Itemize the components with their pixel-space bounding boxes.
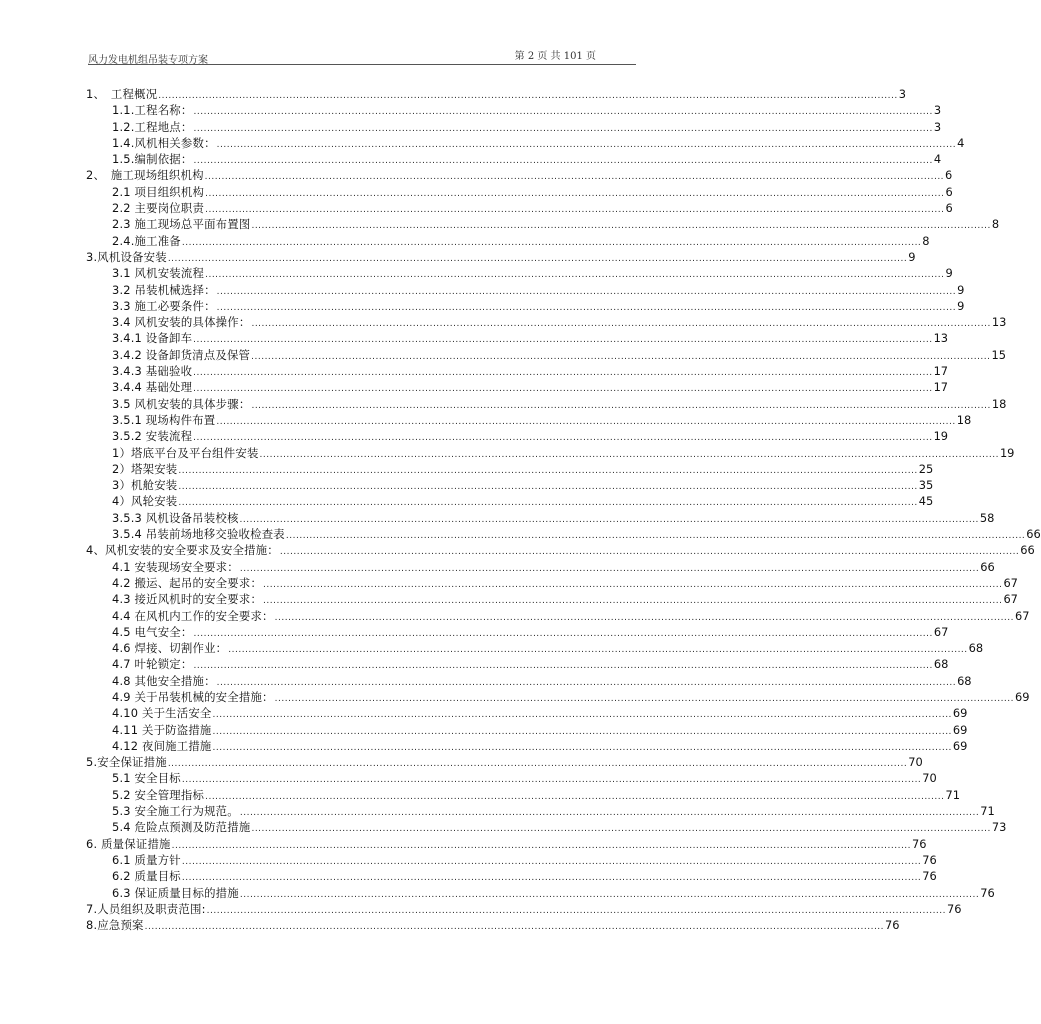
toc-entry[interactable] <box>86 412 972 428</box>
toc-entry-page: 69 <box>952 738 968 753</box>
toc-entry[interactable] <box>86 461 934 477</box>
toc-entry-label: 7.人员组织及职责范围: <box>86 901 206 916</box>
dot-leader: ............................................................................................................................................................................................................................ <box>205 270 945 281</box>
toc-entry-page: 19 <box>999 445 1015 460</box>
toc-entry-page: 9 <box>945 266 953 281</box>
toc-entry-label: 2.1 项目组织机构 <box>112 184 205 199</box>
toc-entry[interactable] <box>86 656 949 672</box>
page-header <box>88 46 636 65</box>
dot-leader: ............................................................................................................................................................................................................................ <box>178 498 918 509</box>
toc-entry-label: 1.2.工程地点： <box>112 119 193 134</box>
dot-leader: ............................................................................................................................................................................................................................ <box>181 237 922 248</box>
toc-entry-page: 71 <box>945 787 960 802</box>
toc-entry-page: 18 <box>956 412 972 427</box>
toc-entry-label: 3.4.1 设备卸车 <box>112 331 193 346</box>
toc-entry-label: 4.9 关于吊装机械的安全措施： <box>112 689 274 704</box>
toc-entry-label: 3.4.4 基础处理 <box>112 380 193 395</box>
dot-leader: ............................................................................................................................................................................................................................ <box>212 726 952 737</box>
toc-entry-label: 3）机舱安装 <box>112 478 178 493</box>
table-of-contents <box>86 86 1041 933</box>
toc-entry[interactable] <box>86 184 953 200</box>
toc-entry[interactable] <box>86 640 984 656</box>
dot-leader: ............................................................................................................................................................................................................................ <box>212 742 952 753</box>
toc-entry-label: 3.3 施工必要条件： <box>112 298 216 313</box>
dot-leader: ............................................................................................................................................................................................................................ <box>251 400 991 411</box>
toc-entry[interactable] <box>86 722 968 738</box>
dot-leader: ............................................................................................................................................................................................................................ <box>251 221 991 232</box>
toc-entry-page: 17 <box>933 380 949 395</box>
dot-leader: ............................................................................................................................................................................................................................ <box>205 791 945 802</box>
toc-entry-page: 67 <box>1003 592 1018 607</box>
toc-entry[interactable] <box>86 738 968 754</box>
dot-leader: ............................................................................................................................................................................................................................ <box>181 856 922 867</box>
toc-entry-page: 9 <box>957 282 965 297</box>
toc-entry[interactable] <box>86 216 1000 232</box>
toc-entry-page: 68 <box>968 641 984 656</box>
toc-entry-label: 3.5.4 吊装前场地移交验收检查表 <box>112 527 285 542</box>
dot-leader: ............................................................................................................................................................................................................................ <box>193 107 933 118</box>
toc-entry[interactable] <box>86 591 1018 607</box>
toc-entry-page: 66 <box>1020 543 1035 558</box>
toc-entry-label: 2、 施工现场组织机构 <box>86 168 204 183</box>
toc-entry-label: 1.1.工程名称： <box>112 103 193 118</box>
dot-leader: ............................................................................................................................................................................................................................ <box>216 139 957 150</box>
dot-leader: ............................................................................................................................................................................................................................ <box>251 351 991 362</box>
toc-entry-label: 3.4.2 设备卸货清点及保管 <box>112 347 251 362</box>
toc-entry-page: 76 <box>980 885 995 900</box>
page-number: 第 2 页 共 101 页 <box>514 51 596 62</box>
toc-entry[interactable] <box>86 901 962 917</box>
toc-entry[interactable] <box>86 102 942 118</box>
toc-entry[interactable] <box>86 836 927 852</box>
toc-entry-label: 1.4.风机相关参数： <box>112 135 216 150</box>
dot-leader: ............................................................................................................................................................................................................................ <box>263 596 1003 607</box>
toc-entry[interactable] <box>86 233 930 249</box>
toc-entry[interactable] <box>86 868 937 884</box>
toc-entry-page: 76 <box>922 852 937 867</box>
toc-entry-page: 3 <box>898 87 906 101</box>
toc-entry[interactable] <box>86 624 949 640</box>
toc-entry[interactable] <box>86 885 995 901</box>
dot-leader: ............................................................................................................................................................................................................................ <box>193 433 933 444</box>
toc-entry[interactable] <box>86 608 1030 624</box>
toc-entry-label: 2.2 主要岗位职责 <box>112 201 205 216</box>
toc-entry-label: 3.5.3 风机设备吊装校核 <box>112 510 239 525</box>
toc-entry-label: 3.4 风机安装的具体操作： <box>112 315 251 330</box>
toc-entry[interactable] <box>86 298 965 314</box>
toc-entry-page: 67 <box>1015 608 1030 623</box>
toc-entry-page: 8 <box>991 217 1000 232</box>
dot-leader: ............................................................................................................................................................................................................................ <box>193 123 933 134</box>
toc-entry-page: 71 <box>980 804 995 819</box>
toc-entry-label: 3.5.1 现场构件布置 <box>112 412 216 427</box>
toc-entry-label: 4.5 电气安全： <box>112 624 193 639</box>
dot-leader: ............................................................................................................................................................................................................................ <box>239 563 980 574</box>
dot-leader: ............................................................................................................................................................................................................................ <box>181 873 922 884</box>
dot-leader: ............................................................................................................................................................................................................................ <box>251 824 991 835</box>
toc-entry[interactable] <box>86 754 923 770</box>
dot-leader: ............................................................................................................................................................................................................................ <box>206 905 947 916</box>
toc-entry[interactable] <box>86 330 949 346</box>
dot-leader: ............................................................................................................................................................................................................................ <box>239 808 980 819</box>
toc-entry[interactable] <box>86 510 995 526</box>
toc-entry-page: 9 <box>957 298 965 313</box>
toc-entry-label: 4）风轮安装 <box>112 494 178 509</box>
dot-leader: ............................................................................................................................................................................................................................ <box>216 416 956 427</box>
toc-entry[interactable] <box>86 445 1015 461</box>
dot-leader: ............................................................................................................................................................................................................................ <box>205 188 945 199</box>
toc-entry[interactable] <box>86 559 995 575</box>
dot-leader: ............................................................................................................................................................................................................................ <box>178 465 918 476</box>
toc-entry-page: 15 <box>991 347 1007 362</box>
toc-entry-page: 4 <box>933 152 942 167</box>
toc-entry[interactable] <box>86 852 937 868</box>
toc-entry[interactable] <box>86 526 1041 542</box>
toc-entry[interactable] <box>86 396 1007 412</box>
toc-entry-label: 4.8 其他安全措施： <box>112 673 216 688</box>
dot-leader: ............................................................................................................................................................................................................................ <box>193 628 933 639</box>
dot-leader: ............................................................................................................................................................................................................................ <box>285 531 1026 542</box>
toc-entry[interactable] <box>86 477 934 493</box>
toc-entry[interactable] <box>86 917 900 933</box>
toc-entry[interactable] <box>86 314 1007 330</box>
toc-entry[interactable] <box>86 493 934 509</box>
toc-entry[interactable] <box>86 575 1018 591</box>
toc-entry-page: 73 <box>991 820 1007 835</box>
toc-entry[interactable] <box>86 200 953 216</box>
dot-leader: ............................................................................................................................................................................................................................ <box>204 172 945 183</box>
toc-entry-label: 6.2 质量目标 <box>112 869 181 884</box>
toc-entry-label: 5.3 安全施工行为规范。 <box>112 804 239 819</box>
toc-entry-page: 6 <box>945 184 953 199</box>
dot-leader: ............................................................................................................................................................................................................................ <box>181 775 922 786</box>
toc-entry-page: 67 <box>933 624 949 639</box>
toc-entry-page: 76 <box>947 901 962 916</box>
toc-entry-page: 19 <box>933 429 949 444</box>
toc-entry-page: 68 <box>933 657 949 672</box>
dot-leader: ............................................................................................................................................................................................................................ <box>216 302 957 313</box>
toc-entry[interactable] <box>86 787 960 803</box>
toc-entry-page: 70 <box>908 755 923 770</box>
toc-entry-page: 69 <box>1015 689 1030 704</box>
toc-entry-page: 67 <box>1003 575 1018 590</box>
dot-leader: ............................................................................................................................................................................................................................ <box>216 677 957 688</box>
toc-entry[interactable] <box>86 819 1007 835</box>
toc-entry[interactable] <box>86 705 968 721</box>
toc-entry-label: 3.1 风机安装流程 <box>112 266 205 281</box>
toc-entry-page: 4 <box>957 135 965 150</box>
toc-entry-page: 35 <box>918 478 934 493</box>
dot-leader: ............................................................................................................................................................................................................................ <box>178 482 918 493</box>
toc-entry-label: 5.2 安全管理指标 <box>112 787 205 802</box>
dot-leader: ............................................................................................................................................................................................................................ <box>212 710 952 721</box>
toc-entry-page: 25 <box>918 461 934 476</box>
toc-entry-page: 66 <box>1026 527 1041 542</box>
toc-entry-page: 18 <box>991 396 1007 411</box>
toc-entry-label: 3.2 吊装机械选择： <box>112 282 216 297</box>
toc-entry-label: 3.4.3 基础验收 <box>112 364 193 379</box>
toc-entry-label: 4.1 安装现场安全要求： <box>112 559 239 574</box>
toc-entry-page: 6 <box>945 201 953 216</box>
dot-leader: ............................................................................................................................................................................................................................ <box>279 547 1020 558</box>
toc-entry[interactable] <box>86 119 942 135</box>
dot-leader: ............................................................................................................................................................................................................................ <box>216 286 957 297</box>
toc-entry-label: 4.4 在风机内工作的安全要求： <box>112 608 274 623</box>
dot-leader: ............................................................................................................................................................................................................................ <box>193 368 933 379</box>
toc-entry-label: 6. 质量保证措施 <box>86 836 171 851</box>
toc-entry-label: 5.安全保证措施 <box>86 755 167 770</box>
toc-entry-page: 13 <box>991 315 1007 330</box>
dot-leader: ............................................................................................................................................................................................................................ <box>171 840 912 851</box>
toc-entry-page: 76 <box>912 836 927 851</box>
toc-entry-page: 76 <box>885 918 900 933</box>
toc-entry-label: 2.4.施工准备 <box>112 233 181 248</box>
toc-entry-label: 6.1 质量方针 <box>112 852 181 867</box>
toc-entry-page: 69 <box>952 722 968 737</box>
toc-entry-label: 2）塔架安装 <box>112 461 178 476</box>
toc-entry-label: 3.5.2 安装流程 <box>112 429 193 444</box>
toc-entry[interactable] <box>86 282 965 298</box>
toc-entry[interactable] <box>86 265 953 281</box>
toc-entry[interactable] <box>86 379 949 395</box>
dot-leader: ............................................................................................................................................................................................................................ <box>193 335 933 346</box>
toc-entry-page: 3 <box>933 103 942 118</box>
toc-entry-page: 70 <box>922 771 937 786</box>
document-title: 风力发电机组吊装专项方案 <box>88 55 208 66</box>
toc-entry-label: 3.5 风机安装的具体步骤： <box>112 396 251 411</box>
dot-leader: ............................................................................................................................................................................................................................ <box>193 156 933 167</box>
dot-leader: ............................................................................................................................................................................................................................ <box>239 889 980 900</box>
toc-entry[interactable] <box>86 167 953 183</box>
dot-leader: ............................................................................................................................................................................................................................ <box>239 514 979 525</box>
toc-entry-page: 9 <box>908 249 916 264</box>
dot-leader: ............................................................................................................................................................................................................................ <box>263 579 1003 590</box>
dot-leader: ............................................................................................................................................................................................................................ <box>259 449 999 460</box>
toc-entry-page: 8 <box>922 233 930 248</box>
toc-entry[interactable] <box>86 249 916 265</box>
toc-entry-label: 4.7 叶轮锁定： <box>112 657 193 672</box>
toc-entry-label: 1、 工程概况 <box>86 87 158 101</box>
toc-entry[interactable] <box>86 542 1035 558</box>
toc-entry-label: 4.12 夜间施工措施 <box>112 738 212 753</box>
toc-entry-label: 4、风机安装的安全要求及安全措施： <box>86 543 279 558</box>
toc-entry[interactable] <box>86 135 965 151</box>
dot-leader: ............................................................................................................................................................................................................................ <box>251 319 991 330</box>
toc-entry-page: 6 <box>945 168 953 183</box>
toc-entry[interactable] <box>86 86 906 102</box>
toc-entry-label: 4.10 关于生活安全 <box>112 706 212 721</box>
toc-entry-page: 58 <box>979 510 995 525</box>
toc-entry[interactable] <box>86 689 1030 705</box>
toc-entry-page: 66 <box>980 559 995 574</box>
toc-entry-label: 4.6 焊接、切割作业： <box>112 641 228 656</box>
toc-entry-page: 69 <box>952 706 968 721</box>
toc-entry-label: 4.3 接近风机时的安全要求： <box>112 592 263 607</box>
toc-entry-label: 2.3 施工现场总平面布置图 <box>112 217 251 232</box>
toc-entry[interactable] <box>86 151 942 167</box>
dot-leader: ............................................................................................................................................................................................................................ <box>167 759 908 770</box>
dot-leader: ............................................................................................................................................................................................................................ <box>205 205 945 216</box>
dot-leader: ............................................................................................................................................................................................................................ <box>274 693 1015 704</box>
toc-entry-label: 5.4 危险点预测及防范措施 <box>112 820 251 835</box>
toc-entry-page: 13 <box>933 331 949 346</box>
toc-entry[interactable] <box>86 770 937 786</box>
dot-leader: ............................................................................................................................................................................................................................ <box>167 253 908 264</box>
toc-entry[interactable] <box>86 363 949 379</box>
toc-entry-page: 45 <box>918 494 934 509</box>
toc-entry-label: 6.3 保证质量目标的措施 <box>112 885 239 900</box>
toc-entry-label: 3.风机设备安装 <box>86 249 167 264</box>
dot-leader: ............................................................................................................................................................................................................................ <box>144 922 885 933</box>
dot-leader: ............................................................................................................................................................................................................................ <box>274 612 1015 623</box>
toc-entry-label: 5.1 安全目标 <box>112 771 181 786</box>
toc-entry-label: 4.11 关于防盗措施 <box>112 722 212 737</box>
toc-entry[interactable] <box>86 673 972 689</box>
toc-entry-page: 17 <box>933 364 949 379</box>
toc-entry[interactable] <box>86 347 1007 363</box>
dot-leader: ............................................................................................................................................................................................................................ <box>193 661 933 672</box>
toc-entry-page: 3 <box>933 119 942 134</box>
toc-entry[interactable] <box>86 803 995 819</box>
toc-entry[interactable] <box>86 428 949 444</box>
toc-entry-page: 68 <box>957 673 972 688</box>
toc-entry-label: 8.应急预案 <box>86 918 144 933</box>
toc-entry-label: 1.5.编制依据： <box>112 152 193 167</box>
toc-entry-label: 1）塔底平台及平台组件安装 <box>112 445 259 460</box>
toc-entry-label: 4.2 搬运、起吊的安全要求： <box>112 575 263 590</box>
toc-entry-page: 76 <box>922 869 937 884</box>
dot-leader: ............................................................................................................................................................................................................................ <box>158 91 898 101</box>
dot-leader: ............................................................................................................................................................................................................................ <box>193 384 933 395</box>
dot-leader: ............................................................................................................................................................................................................................ <box>228 645 968 656</box>
